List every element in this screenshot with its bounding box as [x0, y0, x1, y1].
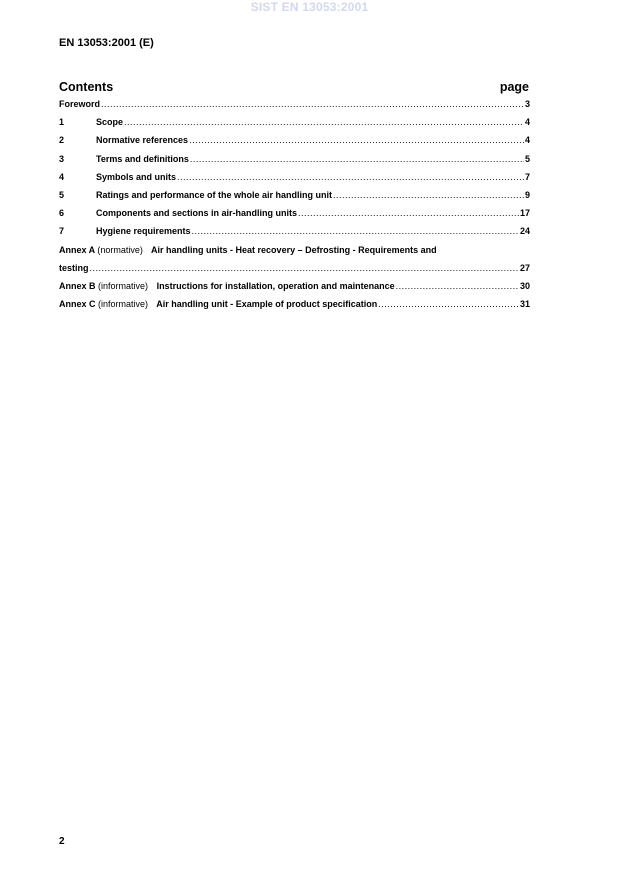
toc-entry-page: 5 — [524, 153, 530, 164]
table-of-contents — [59, 99, 530, 317]
annex-heading — [59, 299, 377, 309]
annex-label: Annex C — [59, 299, 96, 310]
annex-type: (informative) — [98, 299, 149, 310]
toc-entry-page: 24 — [519, 226, 530, 237]
toc-entry-annex-b[interactable] — [59, 281, 530, 299]
dot-leader — [90, 263, 519, 273]
page-column-label: page — [499, 80, 529, 94]
dot-leader — [190, 154, 524, 164]
toc-entry-page: 4 — [524, 117, 530, 128]
annex-label: Annex B — [59, 280, 96, 291]
annex-type: (informative) — [98, 280, 149, 291]
toc-entry-page: 27 — [519, 262, 530, 273]
toc-entry-components-and-sections[interactable] — [59, 208, 530, 226]
toc-entry-title: Normative references — [96, 135, 189, 146]
toc-entry-number: 1 — [59, 117, 65, 128]
dot-leader — [378, 299, 519, 309]
annex-title: Air handling units - Heat recovery – Defrosting - Requirements and — [151, 244, 437, 255]
toc-entry-title: Ratings and performance of the whole air handling unit — [96, 189, 333, 200]
contents-title: Contents — [59, 80, 114, 94]
toc-entry-page: 30 — [519, 280, 530, 291]
dot-leader — [177, 172, 524, 182]
toc-entry-title: Hygiene requirements — [96, 226, 191, 237]
toc-entry-normative-references[interactable] — [59, 135, 530, 153]
dot-leader — [101, 99, 524, 109]
toc-entry-annex-a[interactable] — [59, 245, 530, 281]
dot-leader — [189, 135, 524, 145]
toc-entry-title: Scope — [96, 117, 124, 128]
page-number: 2 — [59, 836, 65, 847]
toc-entry-ratings-and-performance[interactable] — [59, 190, 530, 208]
annex-title-continued: testing — [59, 262, 89, 273]
annex-a-first-line — [59, 245, 530, 263]
toc-entry-terms-and-definitions[interactable] — [59, 154, 530, 172]
toc-entry-title: Terms and definitions — [96, 153, 189, 164]
toc-entry-title: Components and sections in air-handling units — [96, 208, 298, 219]
toc-entry-page: 9 — [524, 189, 530, 200]
toc-entry-page: 3 — [524, 99, 530, 109]
toc-entry-number: 3 — [59, 153, 65, 164]
dot-leader — [333, 190, 524, 200]
toc-entry-annex-c[interactable] — [59, 299, 530, 317]
toc-entry-number: 6 — [59, 208, 65, 219]
annex-type: (normative) — [97, 244, 143, 255]
annex-title: Instructions for installation, operation and maintenance — [156, 280, 395, 291]
toc-entry-number: 5 — [59, 189, 65, 200]
document-identifier: EN 13053:2001 (E) — [59, 37, 154, 49]
dot-leader — [124, 117, 524, 127]
annex-a-second-line — [59, 263, 530, 281]
toc-entry-page: 4 — [524, 135, 530, 146]
toc-entry-page: 31 — [519, 299, 530, 310]
toc-entry-scope[interactable] — [59, 117, 530, 135]
toc-entry-page: 7 — [524, 171, 530, 182]
annex-title: Air handling unit - Example of product specification — [156, 299, 378, 310]
toc-entry-number: 4 — [59, 171, 65, 182]
dot-leader — [192, 226, 519, 236]
watermark: SIST EN 13053:2001 — [250, 0, 369, 14]
toc-entry-number: 2 — [59, 135, 65, 146]
toc-entry-hygiene-requirements[interactable] — [59, 226, 530, 244]
dot-leader — [396, 281, 519, 291]
toc-entry-title: Symbols and units — [96, 171, 177, 182]
contents-heading — [59, 80, 529, 94]
toc-entry-foreword[interactable] — [59, 99, 530, 117]
toc-entry-symbols-and-units[interactable] — [59, 172, 530, 190]
toc-entry-title: Foreword — [59, 99, 101, 109]
toc-entry-page: 17 — [519, 208, 530, 219]
toc-entry-number: 7 — [59, 226, 65, 237]
annex-label: Annex A — [59, 244, 95, 255]
annex-heading — [59, 281, 395, 291]
dot-leader — [298, 208, 519, 218]
